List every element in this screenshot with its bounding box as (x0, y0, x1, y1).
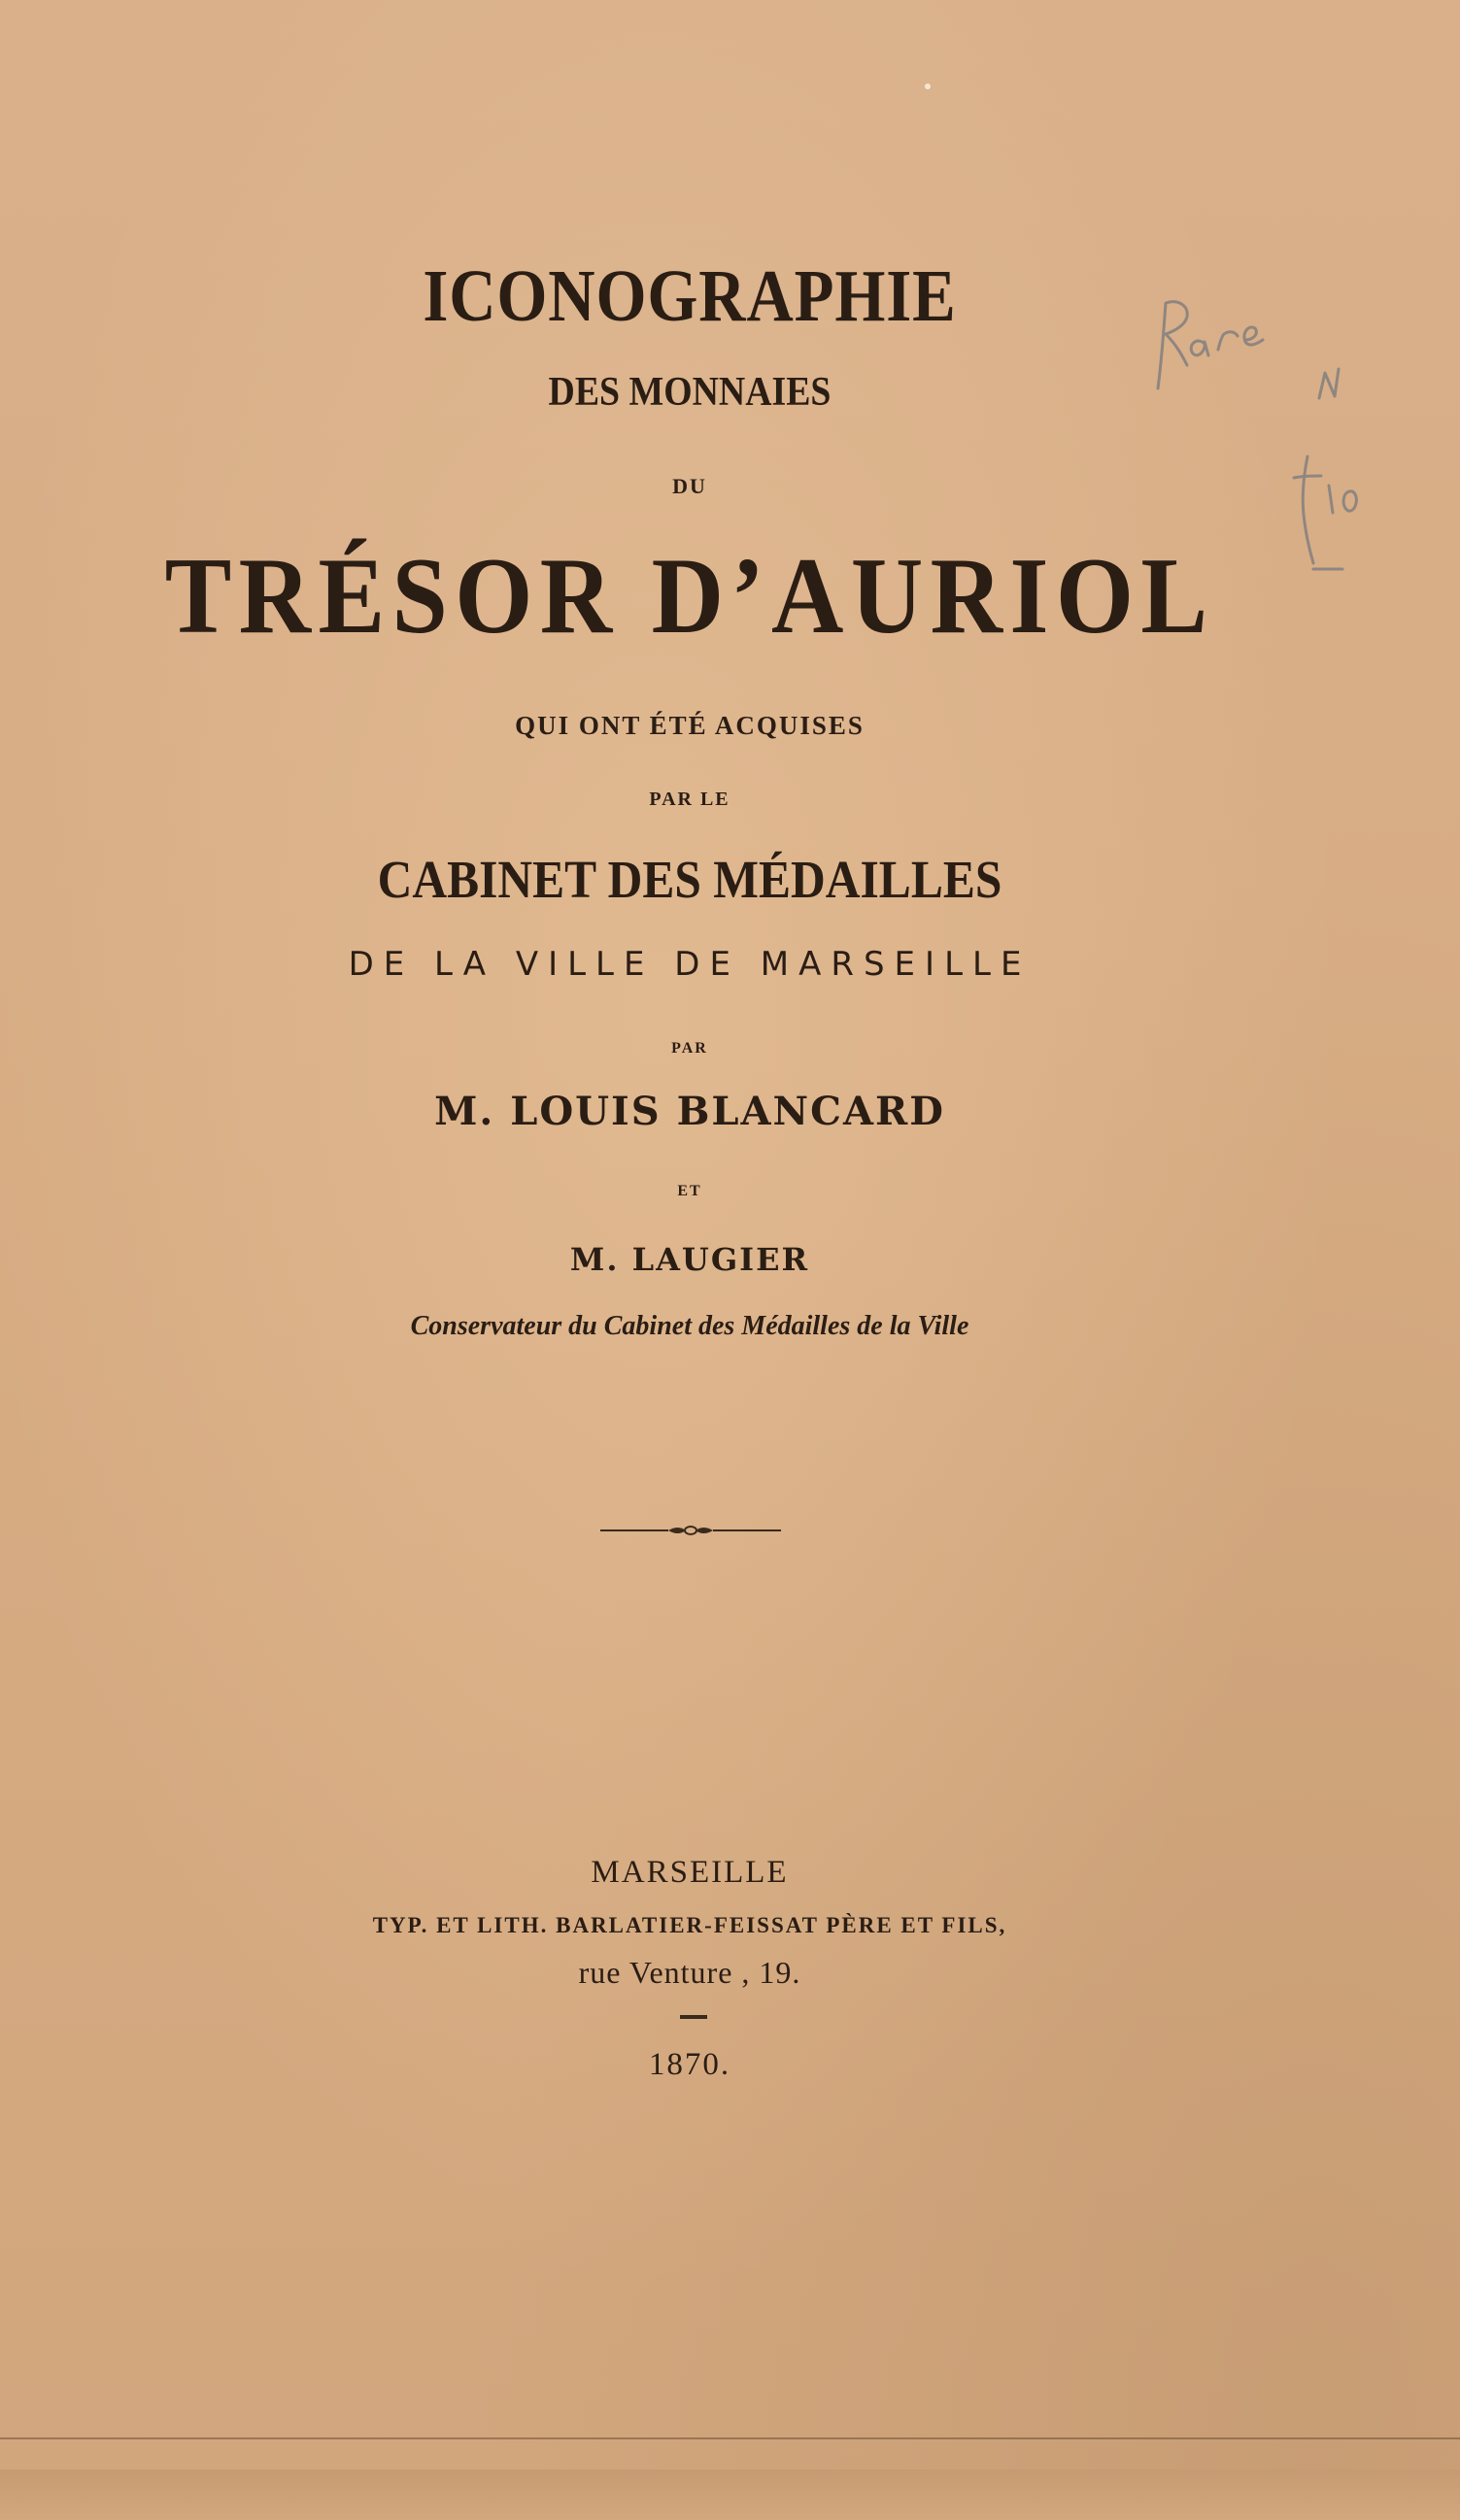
imprint-dash (680, 2015, 707, 2019)
title-du: DU (672, 474, 707, 498)
and-label: ET (677, 1183, 702, 1199)
subtitle-acquises: QUI ONT ÉTÉ ACQUISES (515, 711, 865, 740)
imprint-address: rue Venture , 19. (578, 1955, 801, 1990)
ornament-divider (600, 1521, 781, 1540)
subtitle-par-le: PAR LE (649, 789, 730, 810)
imprint-city: MARSEILLE (591, 1855, 789, 1890)
author-blancard: M. LOUIS BLANCARD (434, 1089, 945, 1134)
page-bottom-edge (0, 2470, 1460, 2520)
title-tresor-dauriol: TRÉSOR D’AURIOL (164, 536, 1215, 656)
page-edge-line (0, 2437, 1460, 2439)
imprint-printer: TYP. ET LITH. BARLATIER-FEISSAT PÈRE ET FILS, (372, 1913, 1007, 1937)
author-laugier: M. LAUGIER (569, 1241, 810, 1278)
paper-speck (925, 84, 931, 89)
by-label: PAR (671, 1040, 708, 1057)
title-des-monnaies: DES MONNAIES (548, 370, 832, 415)
institution-name: CABINET DES MÉDAILLES (377, 850, 1002, 909)
institution-location: DE LA VILLE DE MARSEILLE (348, 945, 1032, 984)
imprint-year: 1870. (648, 2047, 731, 2082)
author-role: Conservateur du Cabinet des Médailles de la Ville (410, 1311, 969, 1341)
handwritten-note-signature (1148, 291, 1381, 602)
title-iconographie: ICONOGRAPHIE (423, 255, 957, 337)
